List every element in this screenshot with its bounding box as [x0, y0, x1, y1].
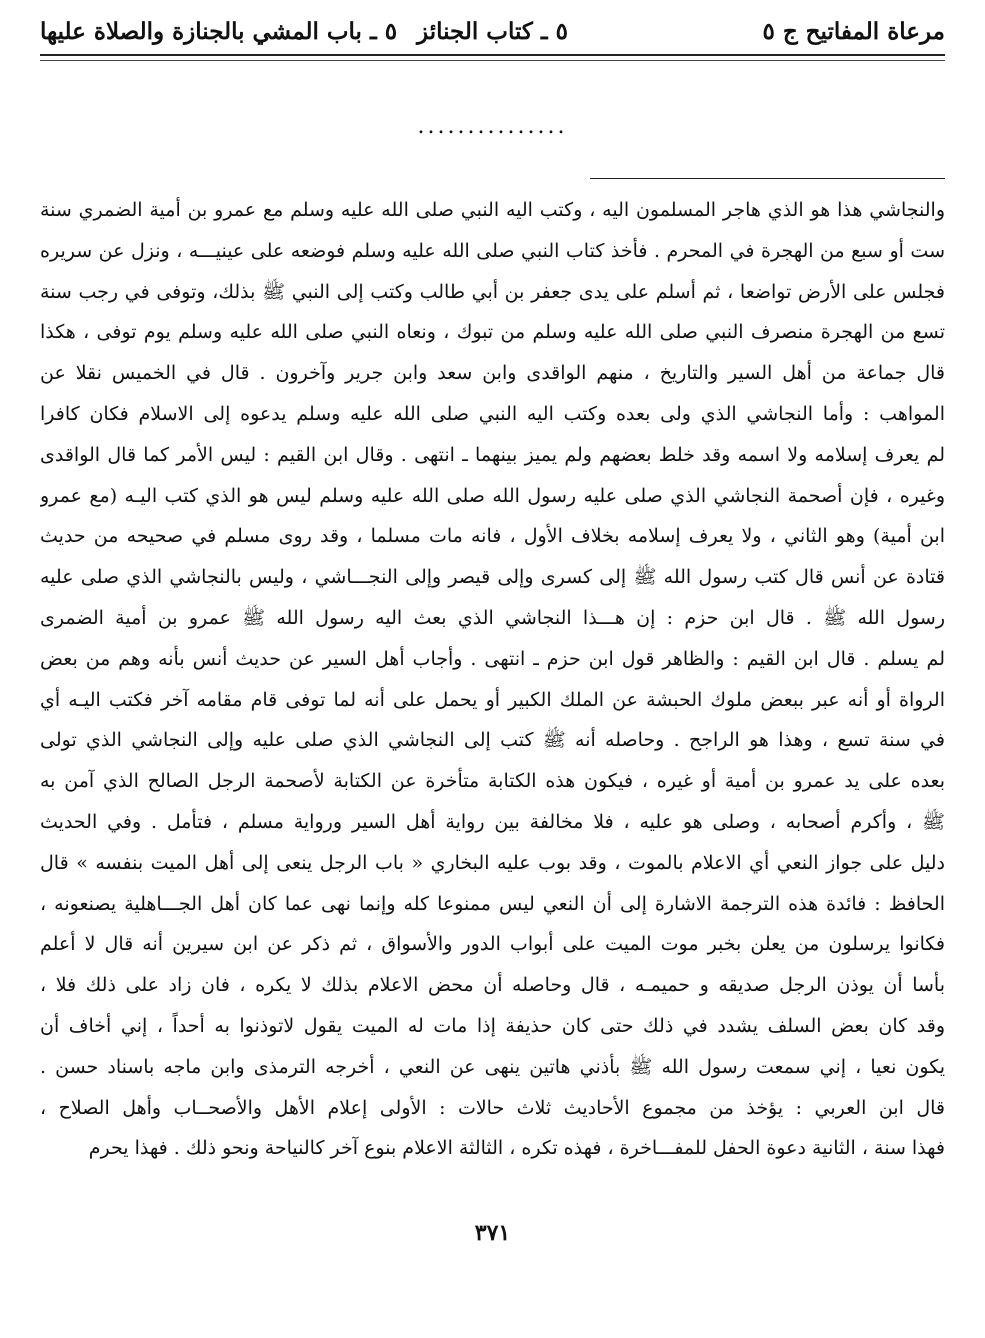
- text-line: في سنة تسع ، وهذا هو الراجح . وحاصله أنه ﷺ كتب إلى النجاشي الذي صلى عليه وإلى النجاشي الذي تولى: [40, 729, 945, 752]
- text-line: فكانوا يرسلون من يعلن بخبر موت الميت على أبواب الدور والأسواق ، ثم ذكر عن ابن سيرين أنه قال لا أعلم: [40, 933, 945, 956]
- text-line: ست أو سبع من الهجرة في المحرم . فأخذ كتاب النبي صلى الله عليه وسلم فوضعه على عينيـــه ، ونزل عن سريره: [40, 239, 945, 262]
- text-line: الرواة أو أنه عبر ببعض ملوك الحبشة عن الملك الكبير أو يحمل على أنه لما توفى قام مقامه آخر فكتب اليـه أي: [40, 688, 945, 711]
- text-line: تسع من الهجرة منصرف النبي صلى الله عليه وسلم من تبوك ، ونعاه النبي صلى الله عليه وسلم يوم توفى ، هكذا: [40, 321, 945, 344]
- text-line: المواهب : وأما النجاشي الذي ولى بعده وكتب اليه النبي صلى الله عليه وسلم يدعوه إلى الاسلام فكان كافرا: [40, 402, 945, 425]
- text-line: لم يسلم . قال ابن القيم : والظاهر قول ابن حزم ـ انتهى . وأجاب أهل السير عن حديث أنس بأنه وهم من بعض: [40, 647, 945, 670]
- text-line: وغيره ، فإن أصحمة النجاشي الذي صلى عليه رسول الله صلى الله عليه وسلم ليس هو الذي كتب اليـه (مع عمرو: [40, 484, 945, 507]
- header-rule-thick: [40, 54, 945, 56]
- text-line: والنجاشي هذا هو الذي هاجر المسلمون اليه ، وكتب اليه النبي صلى الله عليه وسلم مع عمرو بن أمية الضمري سنة: [40, 199, 945, 221]
- text-line: فجلس على الأرض تواضعا ، ثم أسلم على يدى جعفر بن أبي طالب وكتب إلى النبي ﷺ بذلك، وتوفى في رجب سنة: [40, 280, 945, 303]
- body-text: [40, 190, 945, 1169]
- text-line: الحافظ : فائدة هذه الترجمة الاشارة إلى أن النعي ليس ممنوعا كله وإنما نهى عما كان أهل الجـــاهلية يصنعونه ،: [40, 892, 945, 915]
- text-line: يكون نعيا ، إني سمعت رسول الله ﷺ بأذني هاتين ينهى عن النعي ، أخرجه الترمذى وابن ماجه باسناد حسن .: [40, 1055, 945, 1078]
- header-rule-thin: [40, 60, 945, 61]
- text-line: دليل على جواز النعي أي الاعلام بالموت ، وقد بوب عليه البخاري « باب الرجل ينعى إلى أهل الميت بنفسه » قال: [40, 851, 945, 874]
- text-line: رسول الله ﷺ . قال ابن حزم : إن هـــذا النجاشي الذي بعث اليه رسول الله ﷺ عمرو بن أمية الضمرى: [40, 606, 945, 629]
- running-header: [40, 14, 945, 50]
- header-book-title: مرعاة المفاتيح ج ٥: [762, 18, 945, 45]
- page-number: ٣٧١: [474, 1220, 511, 1246]
- text-line: وقد كان بعض السلف يشدد في ذلك حتى كان حذيفة إذا مات له الميت يقول لاتوذنوا به أحداً ، إني أخاف أن: [40, 1014, 945, 1037]
- separator-dots: ...............: [417, 114, 568, 139]
- text-line: لم يعرف إسلامه ولا اسمه وقد خلط بعضهم ولم يميز بينهما ـ انتهى . وقال ابن القيم : ليس الأمر كما قال الواقدى: [40, 443, 945, 466]
- text-line: قال ابن العربي : يؤخذ من مجموع الأحاديث ثلاث حالات : الأولى إعلام الأهل والأصحــاب وأهل الصلاح ،: [40, 1096, 945, 1119]
- text-line: ابن أمية) وهو الثاني ، ولا يعرف إسلامه بخلاف الأول ، فانه مات مسلما ، وقد روى مسلم في صحيحه من حديث: [40, 525, 945, 548]
- header-chapter-title: ٥ ـ كتاب الجنائز: [417, 18, 568, 45]
- header-section-title: ٥ ـ باب المشي بالجنازة والصلاة عليها: [40, 18, 398, 45]
- text-line: قال جماعة من أهل السير والتاريخ ، منهم الواقدى وابن سعد وابن جرير وآخرون . قال في الخميس نقلا عن: [40, 362, 945, 385]
- text-line: ﷺ ، وأكرم أصحابه ، وصلى هو عليه ، فلا مخالفة بين رواية أهل السير ورواية مسلم ، فتأمل . وفي الحديث: [40, 810, 945, 833]
- text-line: قتادة عن أنس قال كتب رسول الله ﷺ إلى كسرى وإلى قيصر وإلى النجـــاشي ، وليس بالنجاشي الذي صلى عليه: [40, 566, 945, 589]
- text-line: بأسا أن يوذن الرجل صديقه و حميمـه ، قال وحاصله أن محض الاعلام بذلك لا يكره ، فان زاد على ذلك فلا ،: [40, 974, 945, 997]
- text-line: فهذا سنة ، الثانية دعوة الحفل للمفـــاخرة ، فهذه تكره ، الثالثة الاعلام بنوع آخر كالنياحة ونحو ذلك . فهذا يحرم: [88, 1137, 945, 1160]
- footnote-separator-rule: [590, 178, 945, 179]
- text-line: بعده على يد عمرو بن أمية أو غيره ، فيكون هذه الكتابة متأخرة عن الكتابة لأصحمة الرجل الصالح الذي آمن به: [40, 770, 945, 793]
